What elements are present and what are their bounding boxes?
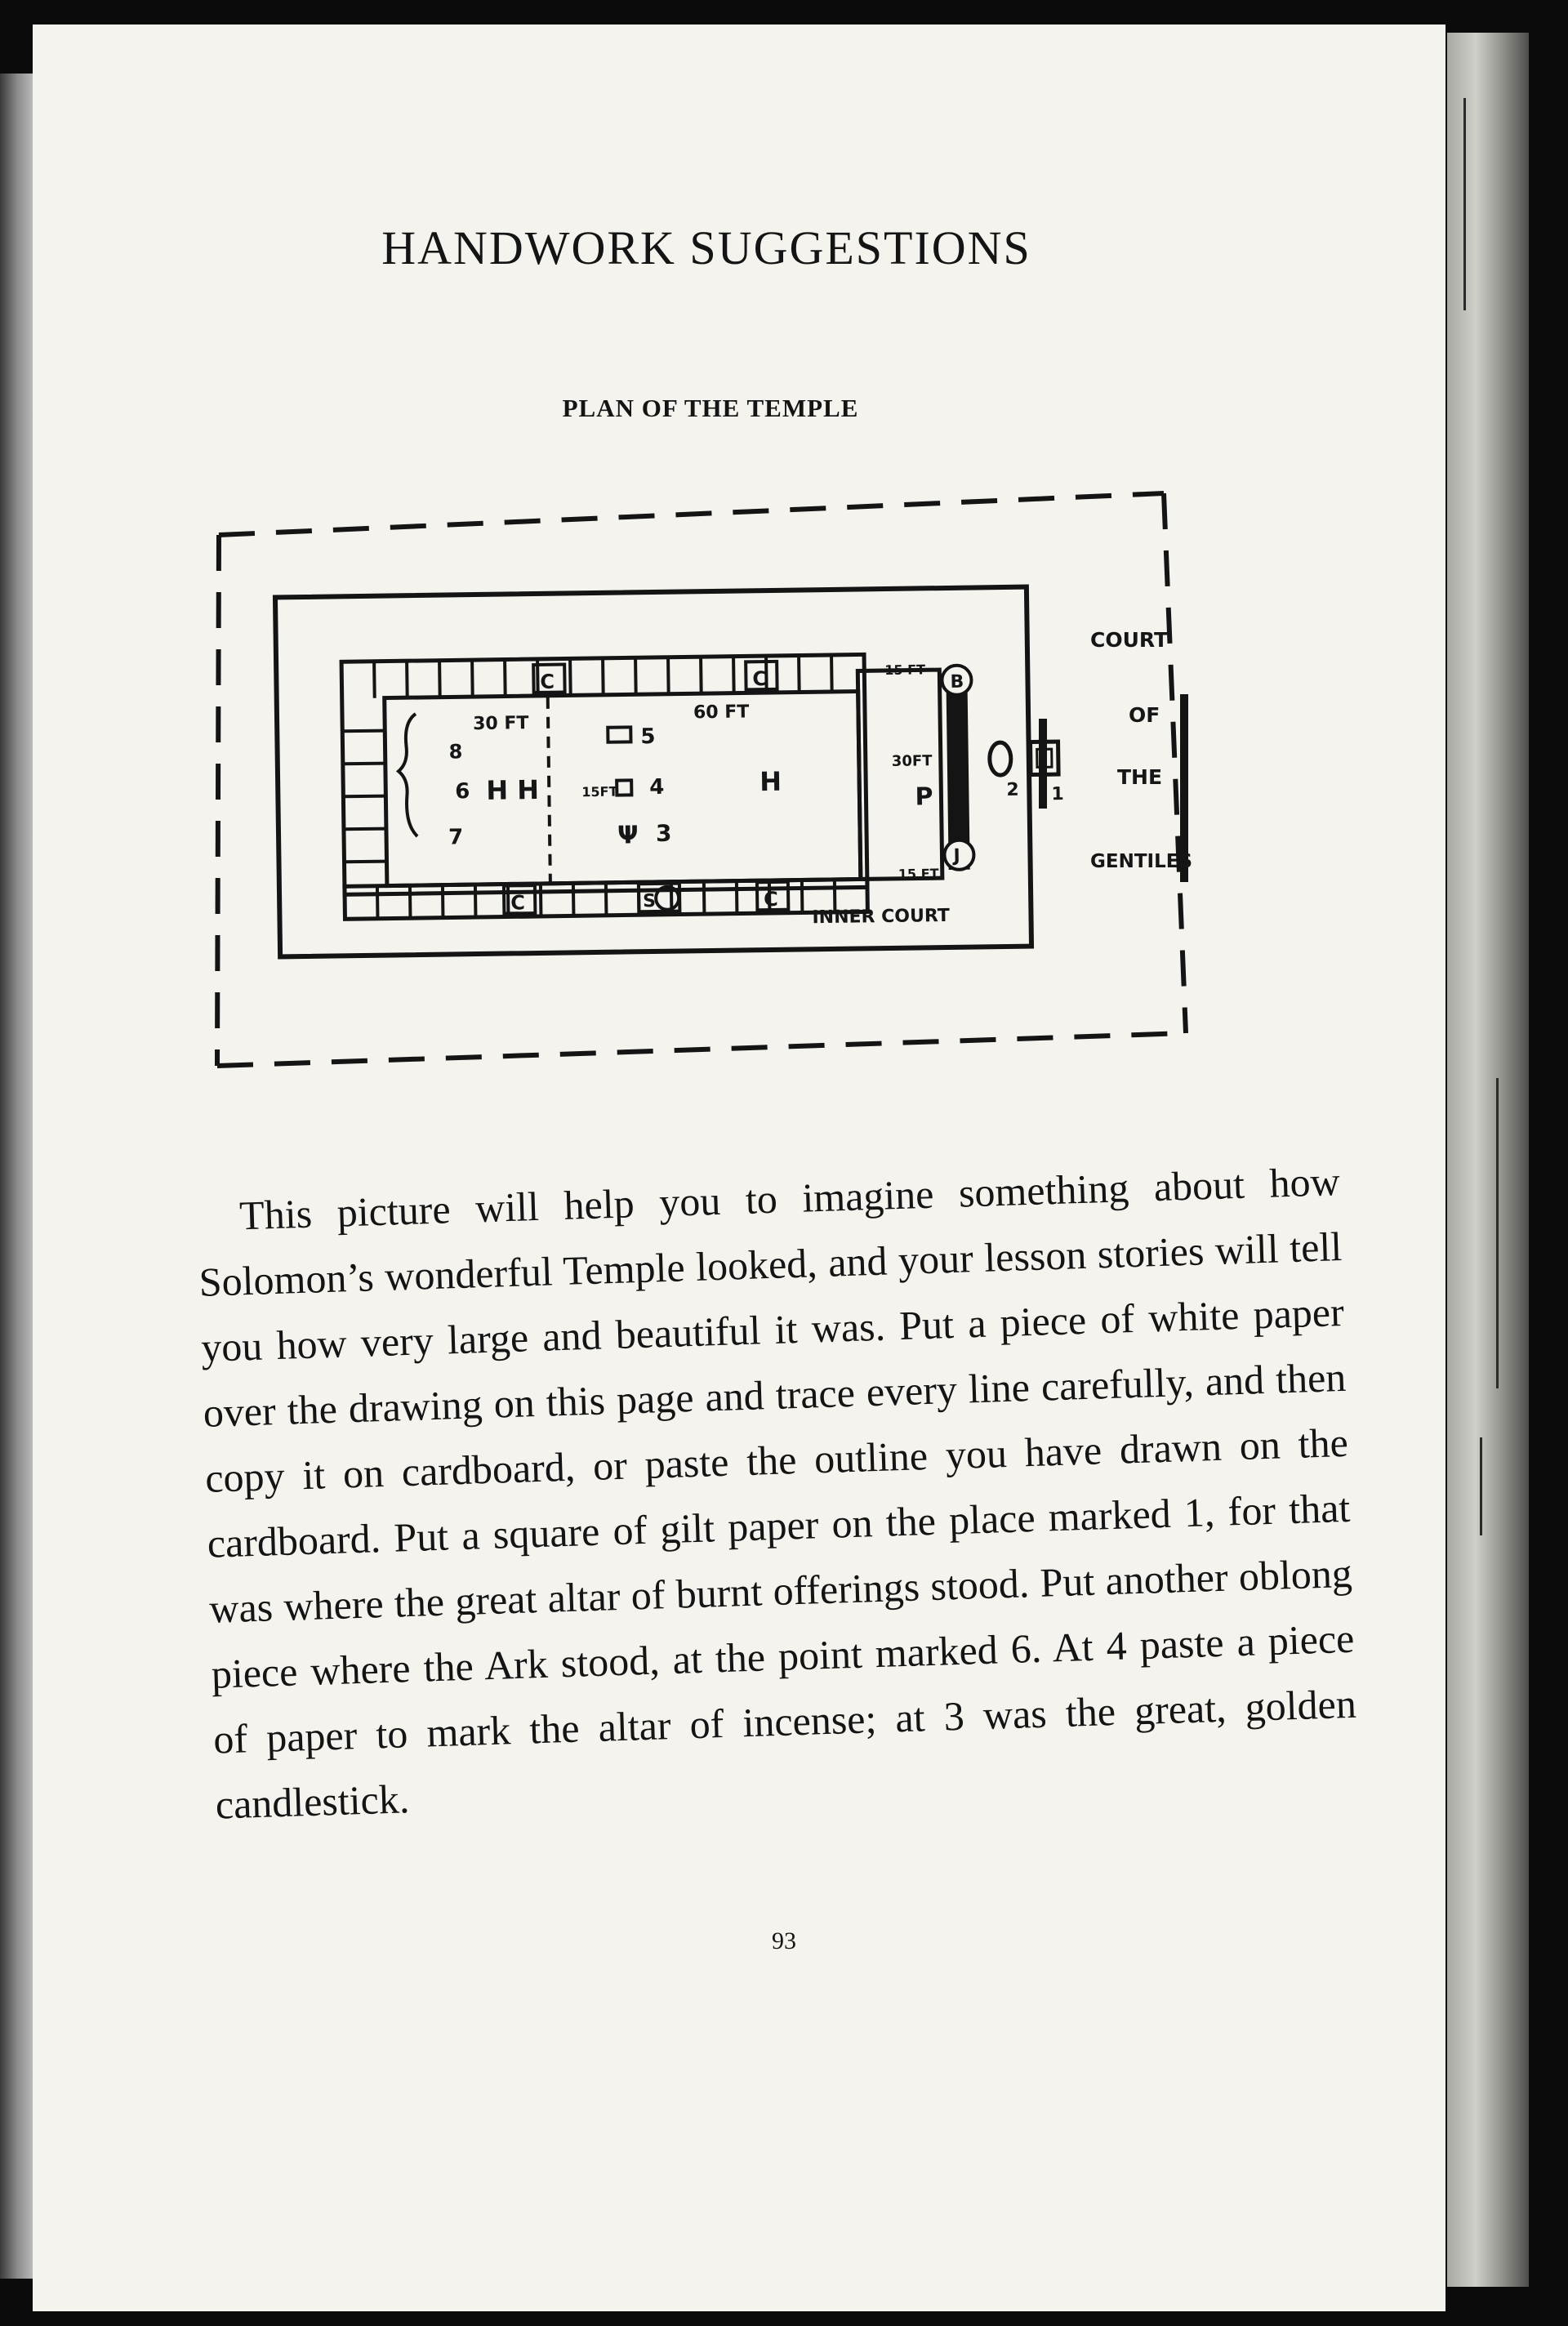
label-30ft-porch: 30FT xyxy=(891,752,933,770)
label-15ft-top: 15 FT xyxy=(884,662,926,679)
page-number: 93 xyxy=(772,1927,796,1954)
label-chamber-c4: C xyxy=(763,887,779,911)
label-60ft: 60 FT xyxy=(693,702,750,724)
table-5 xyxy=(608,727,630,742)
label-pillar-b: B xyxy=(950,671,964,693)
left-chamber-ticks xyxy=(342,731,386,862)
label-chamber-c1: C xyxy=(540,670,555,693)
mark-7: 7 xyxy=(448,825,464,850)
label-chamber-c2: C xyxy=(752,667,768,691)
mark-8: 8 xyxy=(448,740,463,764)
label-gentiles: GENTILES xyxy=(1090,851,1193,872)
figure-caption: PLAN OF THE TEMPLE xyxy=(562,394,859,422)
page-title: HANDWORK SUGGESTIONS xyxy=(381,221,1031,274)
label-court: COURT xyxy=(1090,628,1169,652)
porch-wall xyxy=(858,670,942,879)
label-30ft-left: 30 FT xyxy=(472,713,529,735)
label-sea: S xyxy=(643,890,657,912)
mark-1: 1 xyxy=(1051,783,1064,805)
instructions-paragraph: This picture will help you to imagine something about how Solomon’s wonderful Temple looked, and your lesson stories will tell you how very large and beautiful it was. Put a piece of white paper over the drawing on this page and trace every line carefully, and then copy it on cardboard, or paste the outline you have drawn on the cardboard. Put a square of gilt paper on the place marked 1, for that was where the great altar of burnt offerings stood. Put another oblong piece where the Ark stood, at the point marked 6. At 4 paste a piece of paper to mark the altar of incense; at 3 was the great, golden candlestick. xyxy=(198,1158,1357,1828)
label-the: THE xyxy=(1117,765,1163,789)
label-15ft-bottom: 15 FT xyxy=(898,866,939,882)
temple-plan-diagram xyxy=(33,25,1446,1152)
ark-brace xyxy=(398,714,417,836)
mark-3: 3 xyxy=(655,819,672,847)
altar-gate-bar xyxy=(1039,719,1047,809)
label-15ft-inner: 15FT xyxy=(581,783,618,800)
instructions-paragraph-block xyxy=(196,1148,1359,1838)
book-edge-pages xyxy=(1447,33,1529,2287)
label-chamber-c3: C xyxy=(510,891,526,915)
incense-altar-4 xyxy=(617,780,631,795)
mark-2: 2 xyxy=(1006,779,1019,800)
label-of: OF xyxy=(1129,703,1160,727)
label-inner-court: INNER COURT xyxy=(812,905,950,929)
candlestick-symbol: Ψ xyxy=(617,821,639,850)
label-holy-of-holies: H H xyxy=(486,773,540,806)
label-pillar-j: J xyxy=(953,845,960,867)
mark-4: 4 xyxy=(649,774,665,800)
book-page xyxy=(33,25,1446,2311)
label-porch: P xyxy=(915,782,933,812)
veil-partition xyxy=(548,697,550,882)
mark-6: 6 xyxy=(455,779,470,804)
label-holy-place: H xyxy=(759,765,782,798)
mark-5: 5 xyxy=(640,724,656,750)
laver-2 xyxy=(990,742,1012,775)
